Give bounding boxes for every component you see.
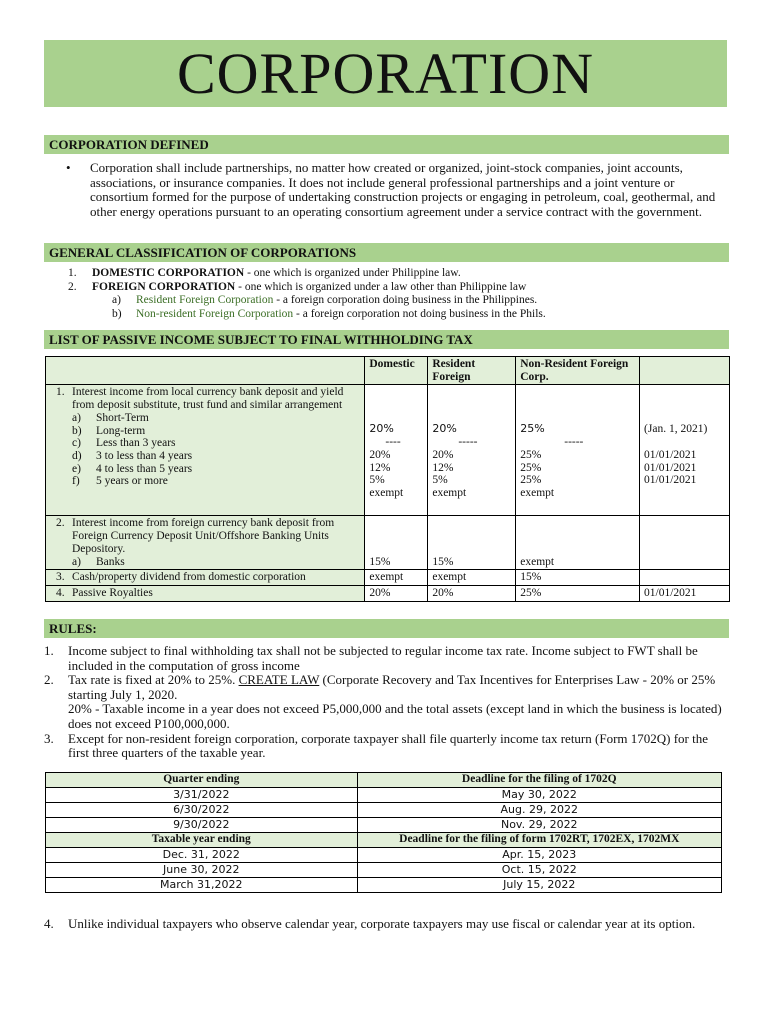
table-header-row — [46, 833, 722, 848]
table-row — [46, 385, 730, 516]
rule-4: 4. Unlike individual taxpayers who observe calendar year, corporate taxpayers may use fiscal or calendar year at its option. — [44, 916, 696, 931]
classification-list — [68, 267, 728, 321]
table-row: March 31,2022 July 15, 2022 — [46, 878, 722, 893]
domestic-label: DOMESTIC CORPORATION — [92, 267, 245, 279]
row4-nonresident: 25% — [516, 585, 640, 601]
list-item: b) Non-resident Foreign Corporation - a foreign corporation not doing business in the Phils. — [112, 307, 546, 320]
row2-nonresident: exempt — [516, 516, 640, 570]
rule-1: 1. Income subject to final withholding tax shall not be subjected to regular income tax rate. Income subject to FWT shall be included in the computation of gross income — [44, 643, 698, 673]
section-passive-income: LIST OF PASSIVE INCOME SUBJECT TO FINAL WITHHOLDING TAX — [44, 330, 729, 349]
row2-resident: 15% — [428, 516, 516, 570]
row2-domestic: 15% — [365, 516, 428, 570]
fwt-table — [45, 356, 730, 602]
table-header-row — [46, 773, 722, 788]
table-row — [46, 570, 730, 586]
row4-note: 01/01/2021 — [640, 585, 730, 601]
header-nonresident: Non-Resident Foreign Corp. — [516, 357, 640, 385]
row3-domestic: exempt — [365, 570, 428, 586]
row2-label-cell: 2. Interest income from foreign currency bank deposit from Foreign Currency Deposit Unit/Offshore Banking Units Depository. a) Banks — [46, 516, 365, 570]
header-resident: Resident Foreign — [428, 357, 516, 385]
rule-2: 2. Tax rate is fixed at 20% to 25%. CREATE LAW (Corporate Recovery and Tax Incentives for Enterprises Law - 20% or 25% starting July 1, 2020. — [44, 672, 716, 702]
section-classification: GENERAL CLASSIFICATION OF CORPORATIONS — [44, 243, 729, 262]
rule-3: 3. Except for non-resident foreign corporation, corporate taxpayer shall file quarterly income tax return (Form 1702Q) for the first three quarters of the taxable year. — [44, 730, 709, 761]
row3-label-cell: 3. Cash/property dividend from domestic corporation — [46, 570, 365, 586]
header-taxable-year-ending: Taxable year ending — [46, 833, 358, 848]
list-item: 1. DOMESTIC CORPORATION - one which is organized under Philippine law. — [68, 267, 461, 279]
header-domestic: Domestic — [365, 357, 428, 385]
table-row: Dec. 31, 2022 Apr. 15, 2023 — [46, 848, 722, 863]
bullet-icon: • — [66, 160, 71, 175]
foreign-text: - one which is organized under a law other than Philippine law — [235, 280, 527, 293]
table-row — [46, 516, 730, 570]
foreign-label: FOREIGN CORPORATION — [92, 280, 236, 293]
table-row: 6/30/2022 Aug. 29, 2022 — [46, 803, 722, 818]
row1-domestic: 20% ---- 20% 12% 5% exempt — [365, 385, 428, 516]
row3-resident: exempt — [428, 570, 516, 586]
nonresident-label: Non-resident Foreign Corporation — [136, 307, 294, 320]
list-item: 2. FOREIGN CORPORATION - one which is organized under a law other than Philippine law — [68, 280, 527, 293]
table-row: 9/30/2022 Nov. 29, 2022 — [46, 818, 722, 833]
row1-notes: (Jan. 1, 2021) 01/01/2021 01/01/2021 01/01/2021 — [640, 385, 730, 516]
resident-text: - a foreign corporation doing business in the Philippines. — [273, 294, 538, 306]
domestic-text: - one which is organized under Philippine law. — [244, 267, 461, 279]
deadline-table — [45, 772, 722, 893]
page-title: CORPORATION — [44, 40, 727, 107]
resident-label: Resident Foreign Corporation — [136, 294, 274, 306]
row1-nonresident: 25% ----- 25% 25% 25% exempt — [516, 385, 640, 516]
table-header-row — [46, 357, 730, 385]
row1-label-cell: 1. Interest income from local currency bank deposit and yield from deposit substitute, trust fund and similar arrangement a) Short-Term b) Long-term c) Less than 3 years d) 3 to less than 4 years e) 4 to less than 5 years f) 5 years or more — [46, 385, 365, 516]
rules-list — [44, 644, 730, 761]
definition-bullet — [66, 161, 731, 219]
row4-domestic: 20% — [365, 585, 428, 601]
table-row — [46, 585, 730, 601]
definition-text: Corporation shall include partnerships, no matter how created or organized, joint-stock companies, joint accounts, associations, or insurance companies. It does not include general professional partnerships and a joint venture or consortium formed for the purpose of undertaking construction projects or engaging in petroleum, coal, geothermal, and other energy operations pursuant to an operating consortium agreement under a service contract with the government. — [90, 160, 716, 219]
row3-nonresident: 15% — [516, 570, 640, 586]
section-rules: RULES: — [44, 619, 729, 638]
table-row: June 30, 2022 Oct. 15, 2022 — [46, 863, 722, 878]
row1-resident: 20% ----- 20% 12% 5% exempt — [428, 385, 516, 516]
nonresident-text: - a foreign corporation not doing business in the Phils. — [293, 307, 546, 320]
section-corporation-defined: CORPORATION DEFINED — [44, 135, 729, 154]
list-item: a) Resident Foreign Corporation - a foreign corporation doing business in the Philippines. — [112, 294, 538, 306]
create-law-link: CREATE LAW — [238, 672, 320, 688]
rule-2-detail: 20% - Taxable income in a year does not exceed P5,000,000 and the total assets (except land in which the business is located) does not exceed P100,000,000. — [68, 701, 722, 731]
row4-resident: 20% — [428, 585, 516, 601]
header-deadline-1702q: Deadline for the filing of 1702Q — [357, 773, 721, 788]
header-quarter-ending: Quarter ending — [46, 773, 358, 788]
header-deadline-annual: Deadline for the filing of form 1702RT, 1702EX, 1702MX — [357, 833, 721, 848]
row4-label-cell: 4. Passive Royalties — [46, 585, 365, 601]
table-row: 3/31/2022 May 30, 2022 — [46, 788, 722, 803]
